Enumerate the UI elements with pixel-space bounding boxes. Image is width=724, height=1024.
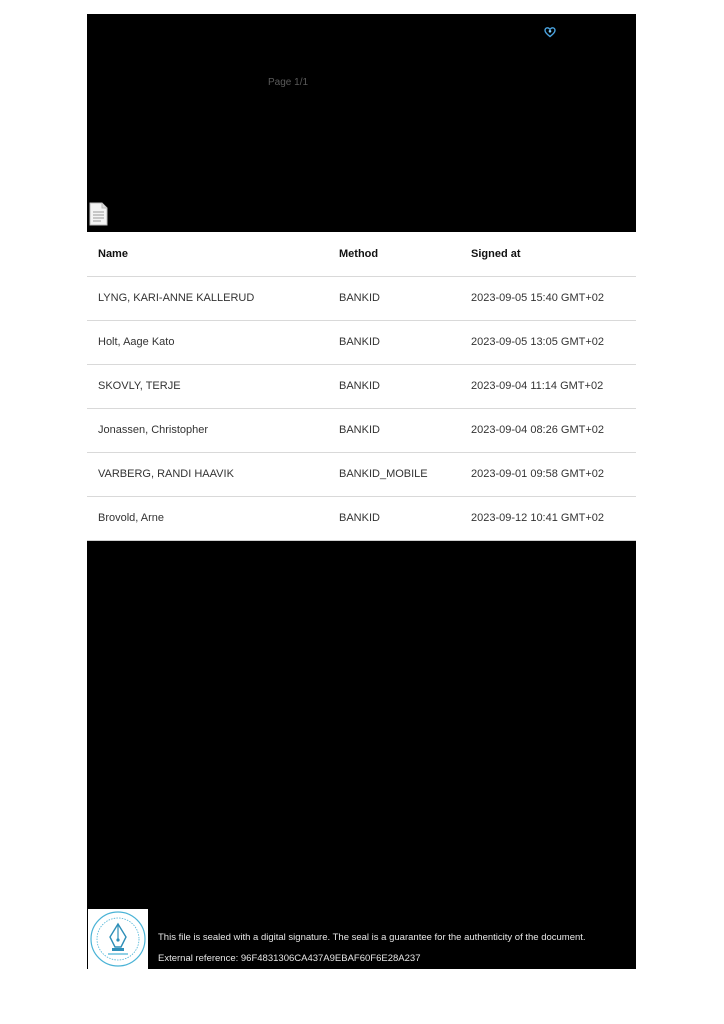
signer-name: Brovold, Arne bbox=[87, 496, 339, 540]
document-page bbox=[87, 14, 636, 969]
column-header-name: Name bbox=[87, 232, 339, 276]
external-reference: External reference: 96F4831306CA437A9EBAF60F6E28A237 bbox=[158, 953, 421, 964]
signed-at: 2023-09-04 08:26 GMT+02 bbox=[471, 408, 636, 452]
pen-nib-seal-icon bbox=[88, 909, 148, 969]
signing-method: BANKID bbox=[339, 496, 471, 540]
signer-name: VARBERG, RANDI HAAVIK bbox=[87, 452, 339, 496]
signed-at: 2023-09-12 10:41 GMT+02 bbox=[471, 496, 636, 540]
seal-statement: This file is sealed with a digital signature. The seal is a guarantee for the authenticity of the document. bbox=[158, 932, 586, 943]
page-indicator: Page 1/1 bbox=[268, 77, 309, 88]
table-header-row bbox=[87, 232, 636, 276]
signed-at: 2023-09-05 15:40 GMT+02 bbox=[471, 276, 636, 320]
signer-name: Jonassen, Christopher bbox=[87, 408, 339, 452]
signing-method: BANKID bbox=[339, 364, 471, 408]
signer-name: SKOVLY, TERJE bbox=[87, 364, 339, 408]
signed-at: 2023-09-04 11:14 GMT+02 bbox=[471, 364, 636, 408]
column-header-signed-at: Signed at bbox=[471, 232, 636, 276]
document-icon bbox=[89, 202, 108, 226]
signed-at: 2023-09-01 09:58 GMT+02 bbox=[471, 452, 636, 496]
signatures-table bbox=[87, 232, 636, 541]
signing-method: BANKID bbox=[339, 320, 471, 364]
signer-name: LYNG, KARI-ANNE KALLERUD bbox=[87, 276, 339, 320]
table-row bbox=[87, 364, 636, 408]
table-row bbox=[87, 408, 636, 452]
heart-shield-icon bbox=[544, 26, 556, 38]
signing-method: BANKID bbox=[339, 408, 471, 452]
signing-method: BANKID bbox=[339, 276, 471, 320]
column-header-method: Method bbox=[339, 232, 471, 276]
signed-at: 2023-09-05 13:05 GMT+02 bbox=[471, 320, 636, 364]
table-row bbox=[87, 452, 636, 496]
signer-name: Holt, Aage Kato bbox=[87, 320, 339, 364]
table-row bbox=[87, 276, 636, 320]
signing-method: BANKID_MOBILE bbox=[339, 452, 471, 496]
table-row bbox=[87, 320, 636, 364]
table-row bbox=[87, 496, 636, 540]
